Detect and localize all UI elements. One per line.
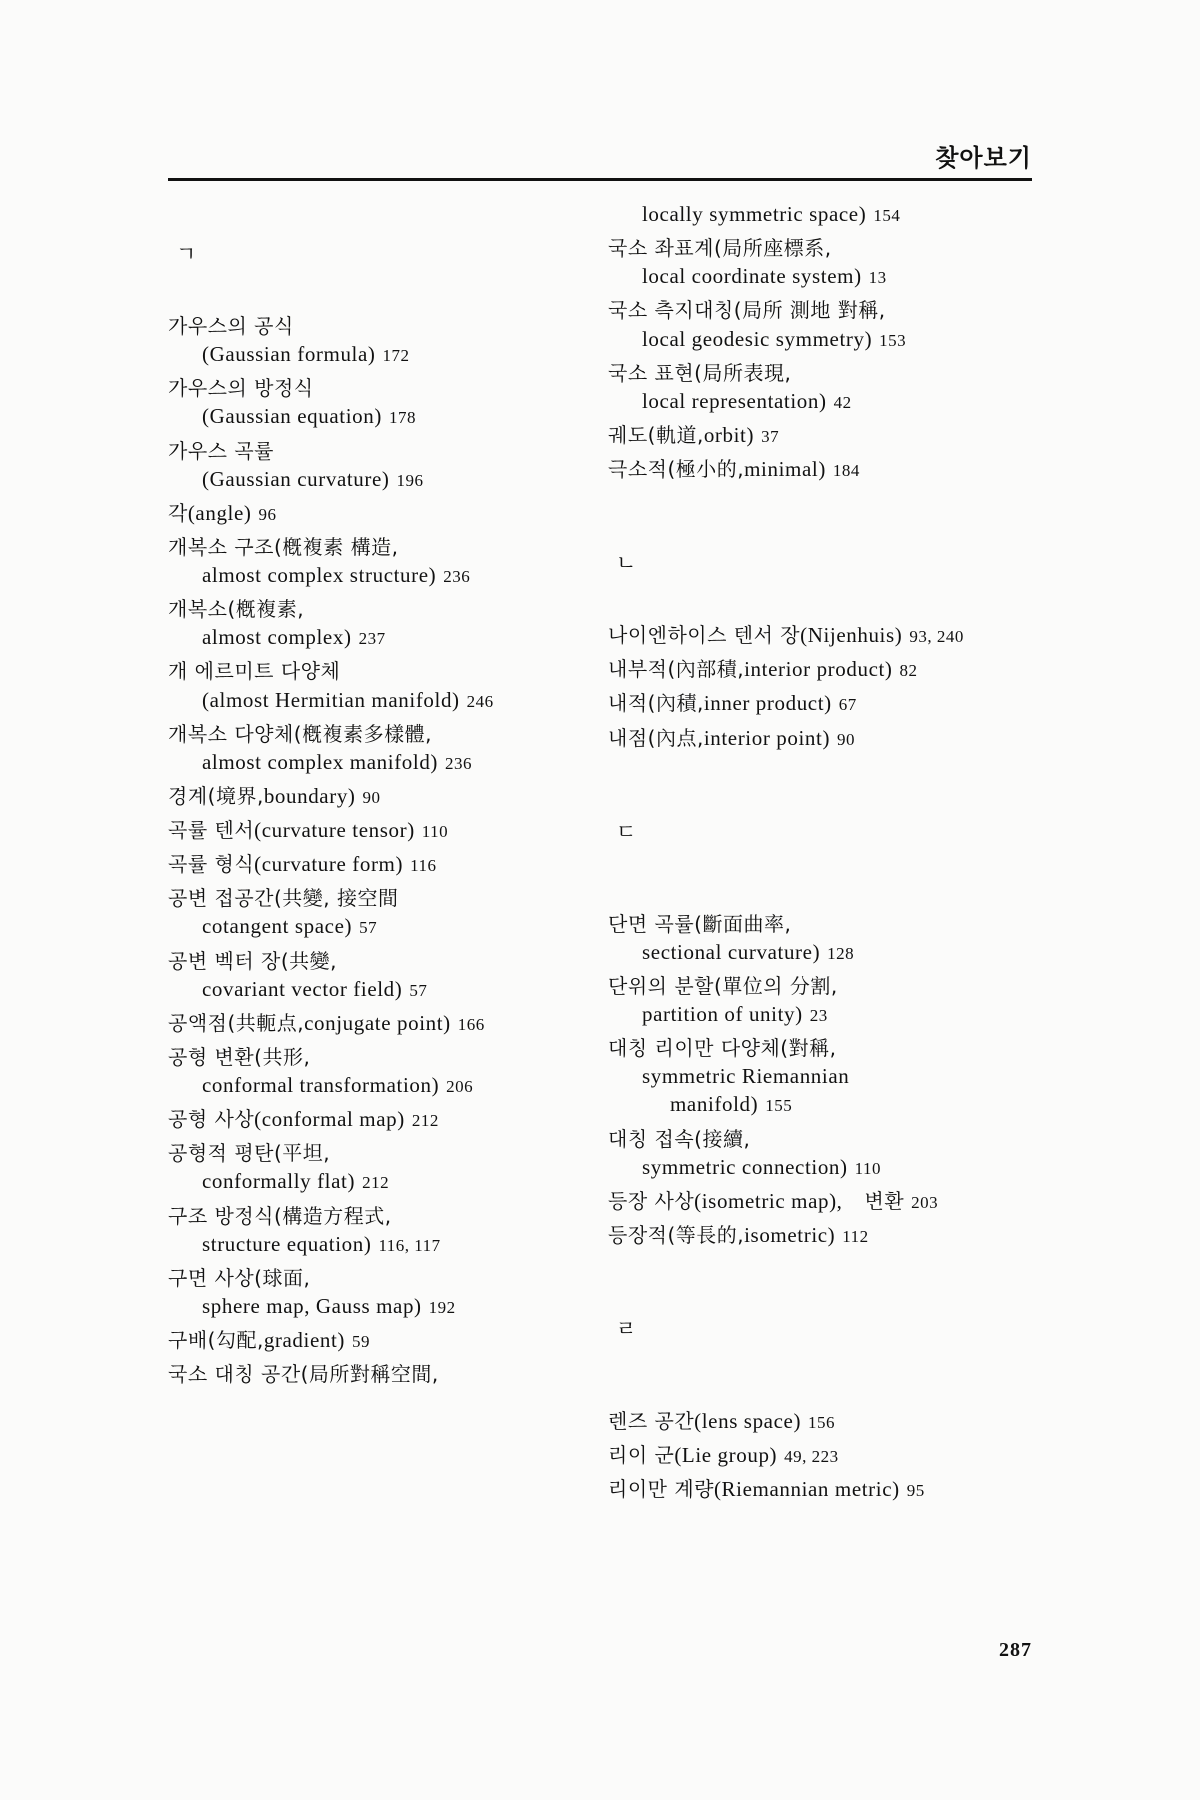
- entry-term: 리이만 계량: [608, 1477, 714, 1502]
- index-entry-continuation: [608, 200, 1028, 228]
- entry-page: 166: [457, 1014, 485, 1034]
- entry-term: 공형 사상: [168, 1107, 255, 1132]
- entry-translation: conjugate point): [304, 1010, 451, 1035]
- entry-page: 110: [854, 1158, 881, 1178]
- entry-term: 리이 군: [608, 1443, 675, 1468]
- entry-term: 극소적(極小的,: [608, 457, 745, 481]
- entry-translation: almost complex): [202, 625, 352, 650]
- entry-page: 90: [837, 729, 856, 749]
- entry-term: 내부적(內部積,: [608, 657, 745, 682]
- index-entry: [608, 689, 1028, 717]
- entry-translation: local representation): [642, 388, 827, 413]
- entry-translation: cotangent space): [202, 914, 353, 939]
- entry-page: 236: [445, 753, 473, 773]
- entry-translation: boundary): [263, 783, 356, 808]
- entry-translation: isometric): [744, 1222, 836, 1247]
- entry-page: 154: [873, 206, 901, 225]
- entry-term: 개복소 다양체(槪複素多樣體,: [168, 721, 432, 746]
- entry-term: 가우스의 공식: [168, 314, 294, 338]
- index-entry: [608, 1441, 1028, 1469]
- index-entry: [608, 296, 1028, 352]
- entry-page: 57: [409, 980, 428, 1000]
- entry-translation: manifold): [670, 1092, 759, 1117]
- entry-term: 가우스 곡률: [168, 438, 274, 463]
- entry-translation: (Gaussian formula): [202, 342, 376, 367]
- entry-translation: interior point): [703, 725, 831, 750]
- index-entry: [168, 657, 588, 713]
- entry-translation: orbit): [703, 422, 755, 447]
- index-entry: [168, 816, 588, 844]
- index-entry: [168, 947, 588, 1003]
- entry-translation: inner product): [703, 691, 832, 716]
- entry-term: 공액점(共軛点,: [168, 1010, 305, 1035]
- entry-translation: partition of unity): [642, 1002, 803, 1026]
- entry-translation: local coordinate system): [642, 264, 862, 289]
- entry-page: 206: [446, 1077, 474, 1096]
- entry-page: 153: [879, 330, 907, 350]
- entry-page: 37: [761, 426, 780, 446]
- index-entry: [168, 437, 588, 493]
- entry-term: 나이엔하이스 텐서 장: [608, 623, 801, 648]
- section-letter-nieun: ㄴ: [616, 551, 637, 576]
- index-entry: [608, 359, 1028, 415]
- entry-page: 13: [868, 268, 887, 288]
- entry-term: 국소 측지대칭(局所 測地 對稱,: [608, 298, 886, 323]
- entry-page: 82: [899, 661, 918, 681]
- entry-translation: conformal transformation): [202, 1073, 440, 1097]
- entry-translation: (angle): [187, 500, 252, 525]
- entry-term: 개 에르미트 다양체: [168, 659, 341, 684]
- entry-page: 93, 240: [909, 627, 964, 647]
- entry-translation: almost complex structure): [202, 563, 437, 587]
- entry-page: 116: [410, 856, 437, 876]
- entry-translation: (isometric map),: [694, 1188, 843, 1213]
- entry-page: 23: [809, 1006, 828, 1025]
- entry-term: 국소 표현(局所表現,: [608, 360, 792, 385]
- entry-page: 95: [906, 1481, 925, 1501]
- entry-page: 59: [352, 1332, 371, 1351]
- entry-page: 67: [838, 695, 857, 715]
- entry-term: 가우스의 방정식: [168, 376, 314, 401]
- entry-translation: almost complex manifold): [202, 749, 439, 774]
- entry-translation: (Gaussian equation): [202, 404, 382, 429]
- index-entry: [608, 910, 1028, 966]
- entry-translation: structure equation): [202, 1231, 372, 1256]
- section-letter-rieul: ㄹ: [616, 1317, 637, 1341]
- entry-term: 개복소 구조(槪複素 構造,: [168, 534, 399, 559]
- index-entry: [168, 595, 588, 651]
- index-entry: [168, 312, 588, 368]
- entry-page: 110: [421, 822, 449, 841]
- entry-translation: (conformal map): [254, 1107, 405, 1132]
- index-entry: [608, 455, 1028, 483]
- entry-term: 내적(內積,: [608, 691, 704, 716]
- index-entry: [608, 1475, 1028, 1503]
- entry-translation: (Lie group): [674, 1443, 778, 1468]
- entry-translation: (lens space): [694, 1409, 802, 1433]
- entry-term: 각: [168, 500, 188, 525]
- entry-term: 렌즈 공간: [608, 1409, 695, 1433]
- entry-term: 단위의 분할(單位의 分割,: [608, 973, 838, 998]
- entry-translation: symmetric connection): [642, 1154, 848, 1179]
- index-entry: [608, 655, 1028, 683]
- index-entry: [168, 1043, 588, 1099]
- index-entry: [168, 1326, 588, 1354]
- index-entry: [168, 884, 588, 940]
- entry-page: 57: [359, 918, 378, 938]
- index-entry: [168, 499, 588, 527]
- index-entry: [168, 1139, 588, 1195]
- header-divider: [168, 178, 1032, 181]
- entry-page: 192: [428, 1297, 456, 1317]
- index-entry: [168, 782, 588, 810]
- entry-term-extra: 변환: [864, 1188, 905, 1213]
- entry-translation: sectional curvature): [642, 939, 821, 964]
- index-entry: [608, 1034, 1028, 1118]
- entry-page: 246: [466, 691, 494, 711]
- entry-page: 112: [842, 1226, 869, 1246]
- entry-term: 구배(勾配,: [168, 1328, 264, 1352]
- index-column-left: [168, 200, 588, 1394]
- entry-translation: (curvature form): [254, 852, 404, 877]
- entry-term: 대칭 리이만 다양체(對稱,: [608, 1036, 837, 1061]
- entry-term: 공형 변환(共形,: [168, 1044, 311, 1069]
- entry-term: 궤도(軌道,: [608, 422, 704, 447]
- index-entry: [608, 1407, 1028, 1435]
- entry-translation: (curvature tensor): [254, 818, 415, 842]
- entry-term: 공변 벡터 장(共變,: [168, 948, 337, 973]
- index-entry: [168, 1264, 588, 1320]
- entry-page: 236: [443, 567, 471, 586]
- entry-page: 212: [411, 1111, 439, 1131]
- index-columns: [168, 200, 1048, 1580]
- entry-term: 경계(境界,: [168, 783, 264, 808]
- index-entry: [608, 234, 1028, 290]
- index-entry: [608, 1125, 1028, 1181]
- entry-term: 곡률 텐서: [168, 818, 255, 842]
- page-header-title: 찾아보기: [935, 144, 1032, 172]
- entry-translation: (Gaussian curvature): [202, 466, 390, 491]
- entry-page: 237: [358, 629, 386, 649]
- entry-term: 단면 곡률(斷面曲率,: [608, 911, 792, 936]
- entry-term: 공형적 평탄(平坦,: [168, 1141, 331, 1166]
- entry-page: 42: [833, 392, 852, 412]
- entry-term: 공변 접공간(共變, 接空間: [168, 886, 399, 911]
- entry-translation: conformally flat): [202, 1169, 356, 1194]
- entry-translation: interior product): [744, 657, 893, 682]
- entry-term: 구면 사상(球面,: [168, 1265, 311, 1290]
- entry-translation: sphere map, Gauss map): [202, 1293, 422, 1318]
- entry-term: 국소 대칭 공간(局所對稱空間,: [168, 1362, 439, 1387]
- entry-translation: locally symmetric space): [642, 202, 867, 226]
- entry-translation: (Nijenhuis): [800, 623, 903, 648]
- entry-page: 128: [827, 943, 855, 963]
- entry-page: 96: [258, 504, 277, 524]
- entry-translation: minimal): [744, 457, 826, 481]
- entry-term: 등장적(等長的,: [608, 1222, 745, 1247]
- index-entry: [608, 1221, 1028, 1249]
- entry-term: 곡률 형식: [168, 852, 255, 877]
- entry-term: 대칭 접속(接續,: [608, 1126, 751, 1151]
- entry-page: 90: [362, 787, 381, 807]
- index-column-right: [608, 200, 1028, 1509]
- entry-term: 내점(內点,: [608, 725, 704, 750]
- entry-translation: (almost Hermitian manifold): [202, 687, 460, 712]
- entry-translation: local geodesic symmetry): [642, 326, 873, 351]
- entry-page: 155: [765, 1096, 793, 1116]
- index-entry: [168, 1360, 588, 1388]
- entry-page: 49, 223: [784, 1447, 839, 1467]
- entry-term: 국소 좌표계(局所座標系,: [608, 236, 832, 261]
- entry-translation: gradient): [263, 1328, 346, 1352]
- entry-term: 개복소(槪複素,: [168, 597, 305, 622]
- index-entry: [608, 724, 1028, 752]
- index-entry: [168, 1105, 588, 1133]
- index-entry: [168, 533, 588, 589]
- index-entry: [168, 1202, 588, 1258]
- section-letter-giyeok: ㄱ: [176, 242, 197, 266]
- entry-term: 등장 사상: [608, 1188, 695, 1213]
- index-entry: [168, 850, 588, 878]
- section-letter-digeut: ㄷ: [616, 819, 637, 844]
- entry-translation: covariant vector field): [202, 976, 403, 1001]
- entry-page: 178: [388, 408, 416, 428]
- index-entry: [608, 621, 1028, 649]
- entry-translation: symmetric Riemannian: [642, 1064, 850, 1089]
- index-entry: [168, 1009, 588, 1037]
- entry-translation: (Riemannian metric): [713, 1477, 900, 1502]
- entry-term: 구조 방정식(構造方程式,: [168, 1203, 392, 1228]
- index-entry: [168, 374, 588, 430]
- entry-page: 212: [362, 1173, 390, 1193]
- entry-page: 184: [832, 461, 860, 480]
- index-entry: [608, 421, 1028, 449]
- index-entry: [608, 972, 1028, 1028]
- entry-page: 203: [911, 1192, 939, 1212]
- index-entry: [168, 720, 588, 776]
- entry-page: 196: [396, 470, 424, 490]
- entry-page: 116, 117: [378, 1235, 441, 1255]
- entry-page: 172: [382, 346, 410, 366]
- page-number: 287: [999, 1639, 1032, 1661]
- index-entry: [608, 1187, 1028, 1215]
- entry-page: 156: [808, 1413, 836, 1432]
